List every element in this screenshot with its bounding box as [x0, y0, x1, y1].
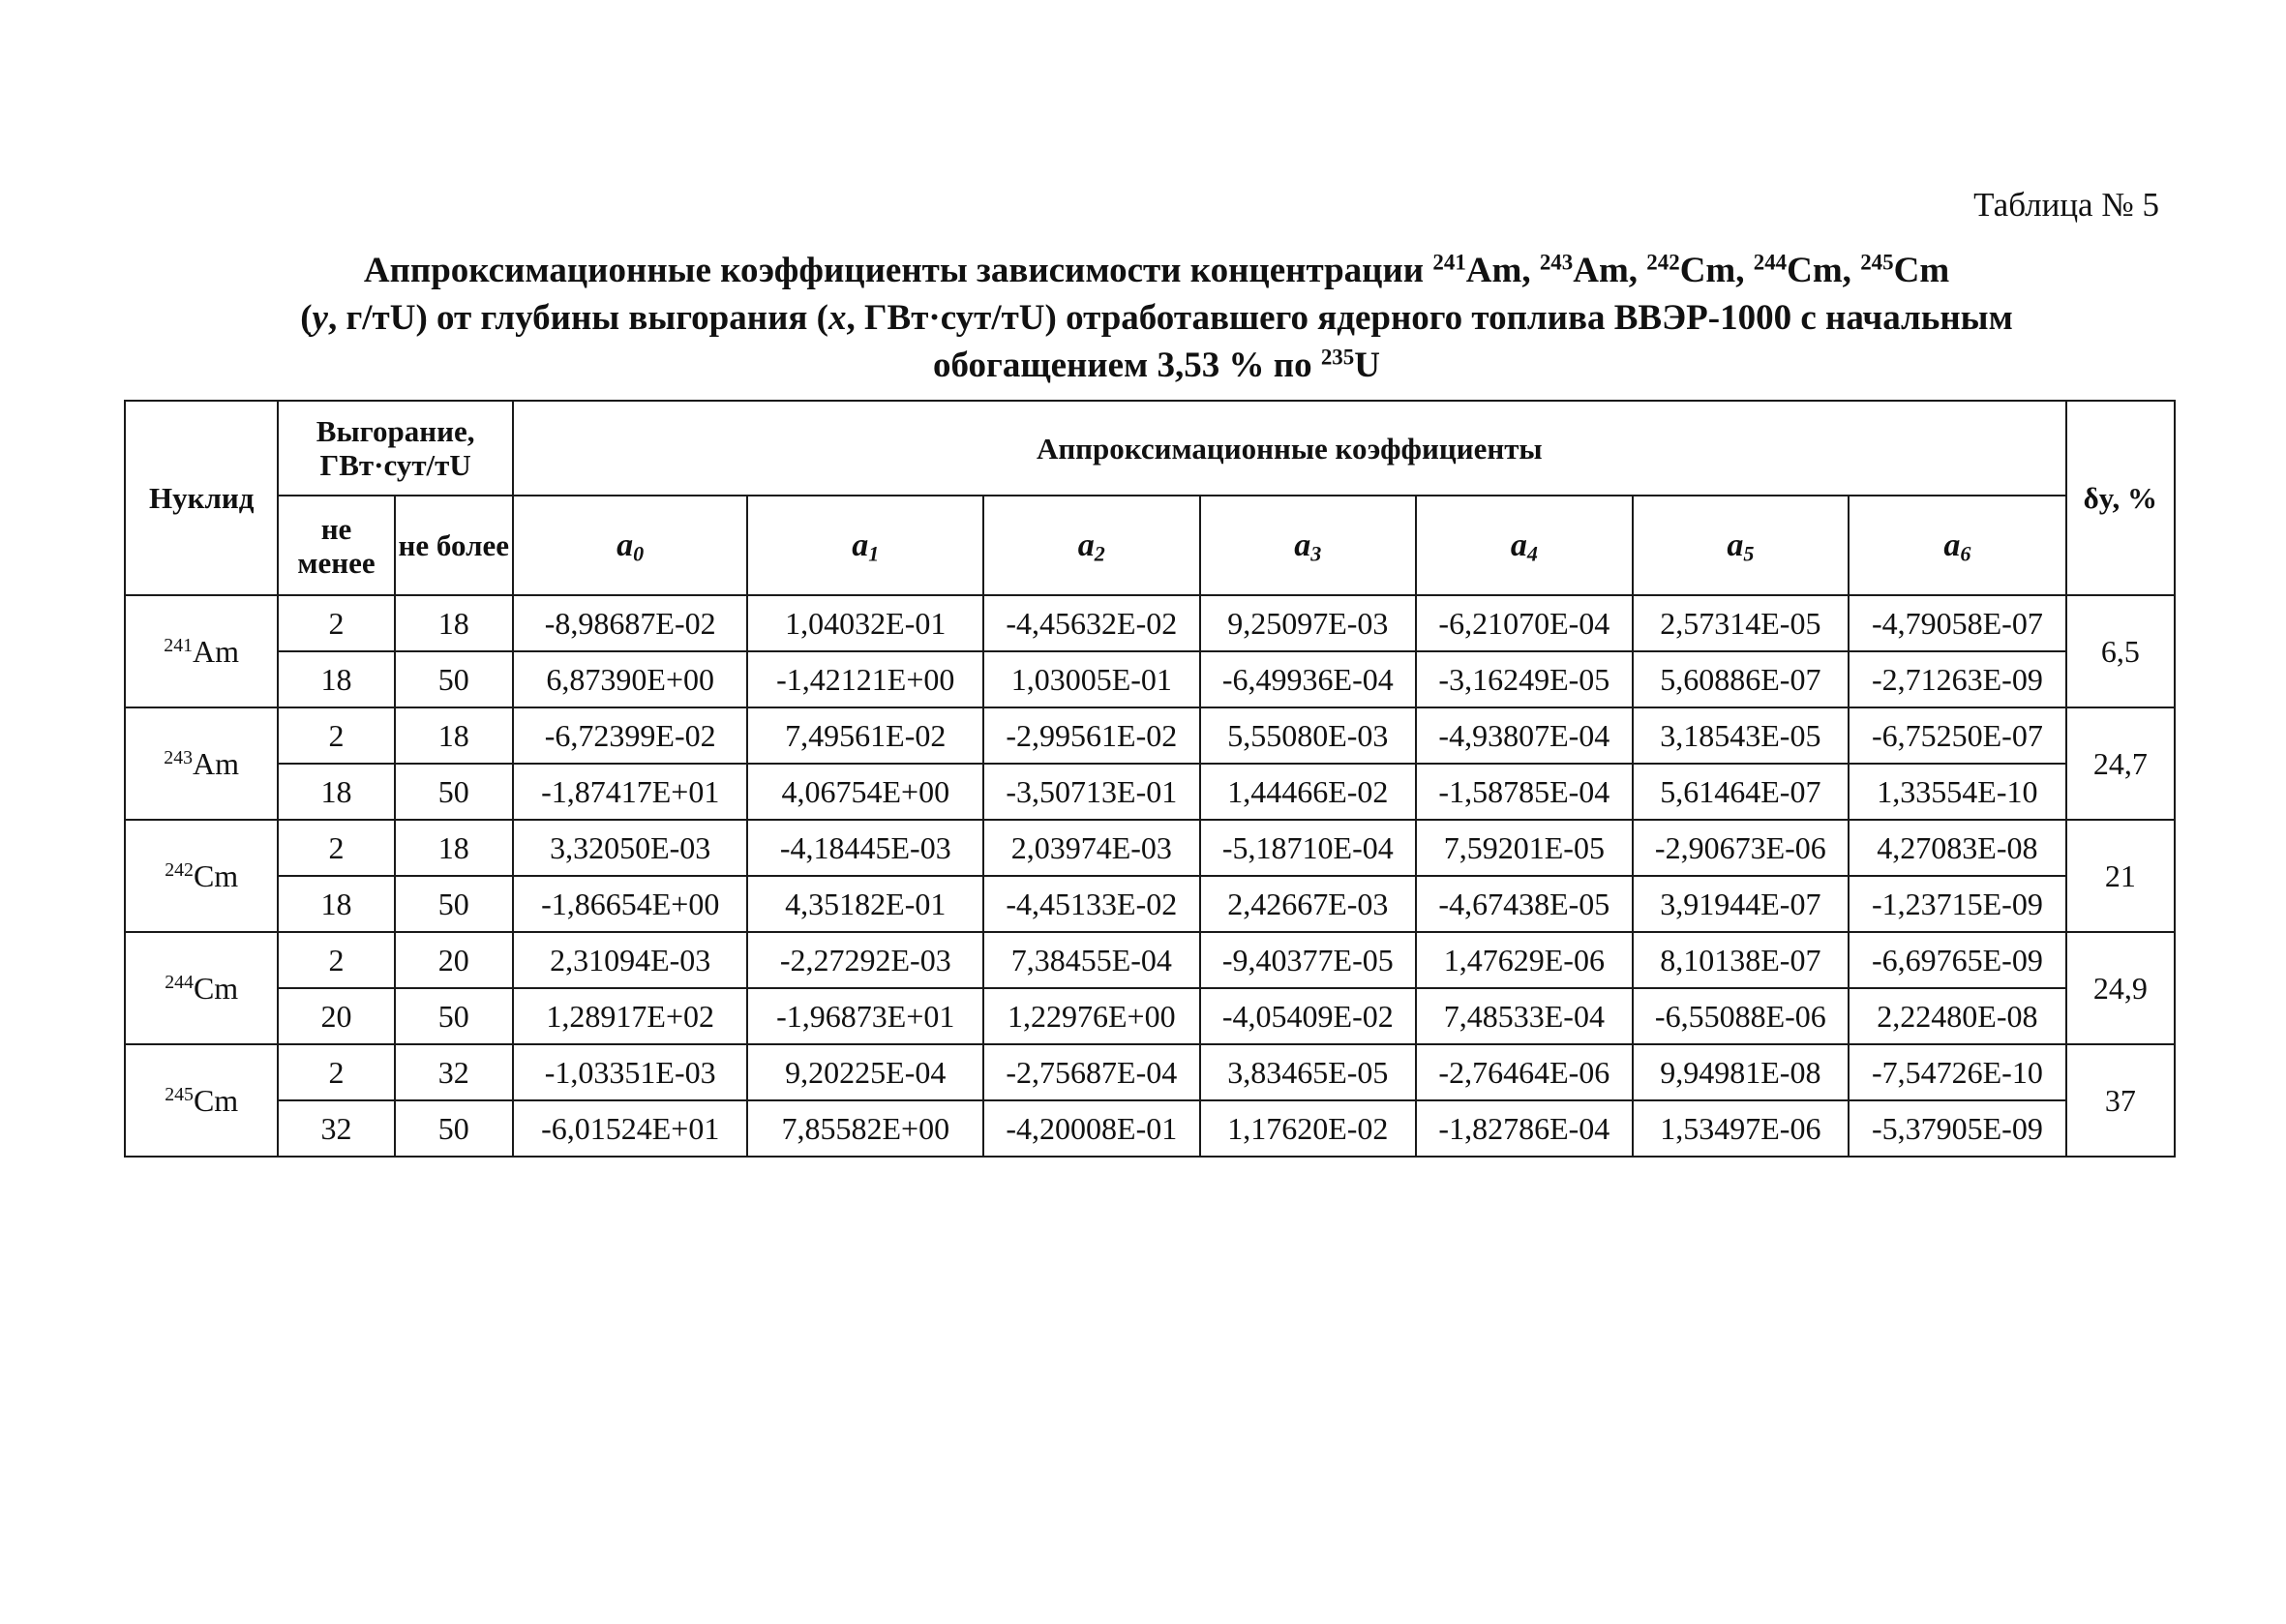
- coef-a4-cell: -1,58785E-04: [1416, 764, 1633, 820]
- table-row: [125, 988, 2175, 1044]
- title-variable: y: [312, 298, 328, 338]
- coef-symbol: $a_4$: [1510, 527, 1538, 566]
- title-isotope-mass: 243: [1539, 250, 1574, 275]
- table-row: [125, 820, 2175, 876]
- title-isotope-mass: 241: [1432, 250, 1466, 275]
- delta-cell: 37: [2066, 1044, 2175, 1157]
- coef-a5-cell: 8,10138E-07: [1633, 932, 1850, 988]
- nuclide-mass: 245: [165, 1083, 194, 1105]
- nuclide-cell: [125, 820, 278, 932]
- coef-a5-cell: -6,55088E-06: [1633, 988, 1850, 1044]
- coef-a3-cell: -6,49936E-04: [1200, 651, 1417, 707]
- burnup-min-cell: 2: [278, 932, 394, 988]
- title-line-3: [174, 342, 2139, 389]
- coef-a0-cell: -1,86654E+00: [513, 876, 748, 932]
- coef-a5-cell: 3,91944E-07: [1633, 876, 1850, 932]
- coef-a0-cell: 1,28917E+02: [513, 988, 748, 1044]
- coef-a3-cell: 3,83465E-05: [1200, 1044, 1417, 1100]
- nuclide-symbol: Am: [193, 745, 240, 781]
- title-variable: x: [827, 298, 847, 338]
- coef-a1-cell: -2,27292E-03: [747, 932, 983, 988]
- header-nuclide: Нуклид: [125, 401, 278, 595]
- delta-cell: 21: [2066, 820, 2175, 932]
- coef-a2-cell: -4,20008E-01: [983, 1100, 1200, 1157]
- burnup-max-cell: 32: [395, 1044, 513, 1100]
- header-row-2: [125, 496, 2175, 595]
- coef-a6-cell: 2,22480E-08: [1849, 988, 2066, 1044]
- nuclide-cell: [125, 1044, 278, 1157]
- header-row-1: [125, 401, 2175, 496]
- coef-a3-cell: 2,42667E-03: [1200, 876, 1417, 932]
- coef-symbol: $a_1$: [852, 527, 880, 566]
- coef-a2-cell: 1,22976E+00: [983, 988, 1200, 1044]
- delta-cell: 24,7: [2066, 707, 2175, 820]
- coef-index: 3: [1310, 541, 1322, 566]
- coef-a1-cell: 7,85582E+00: [747, 1100, 983, 1157]
- coef-a3-cell: -4,05409E-02: [1200, 988, 1417, 1044]
- coef-a4-cell: 1,47629E-06: [1416, 932, 1633, 988]
- header-coefficients: Аппроксимационные коэффициенты: [513, 401, 2066, 496]
- table-row: [125, 1100, 2175, 1157]
- coef-a6-cell: -6,69765E-09: [1849, 932, 2066, 988]
- title-line-1-text: Аппроксимационные коэффициенты зависимости концентрации: [363, 251, 1433, 290]
- burnup-max-cell: 50: [395, 988, 513, 1044]
- header-coef-a3: [1200, 496, 1417, 595]
- coef-a4-cell: -3,16249E-05: [1416, 651, 1633, 707]
- coef-a1-cell: -1,42121E+00: [747, 651, 983, 707]
- header-coef-a4: [1416, 496, 1633, 595]
- nuclide-cell: [125, 707, 278, 820]
- coef-a5-cell: 1,53497E-06: [1633, 1100, 1850, 1157]
- coef-a2-cell: -3,50713E-01: [983, 764, 1200, 820]
- nuclide-symbol: Cm: [193, 970, 239, 1006]
- burnup-min-cell: 32: [278, 1100, 394, 1157]
- nuclide-mass: 243: [164, 746, 194, 768]
- burnup-min-cell: 20: [278, 988, 394, 1044]
- table-title: [174, 247, 2139, 389]
- table-row: [125, 876, 2175, 932]
- title-u-mass: 235: [1320, 345, 1355, 370]
- title-isotope-symbol: Cm: [1893, 251, 1950, 290]
- coef-a5-cell: 5,60886E-07: [1633, 651, 1850, 707]
- coef-symbol: $a_2$: [1077, 527, 1105, 566]
- header-delta: δy, %: [2066, 401, 2175, 595]
- title-isotope-mass: 242: [1646, 250, 1680, 275]
- burnup-max-cell: 18: [395, 707, 513, 764]
- burnup-min-cell: 18: [278, 651, 394, 707]
- header-coef-a5: [1633, 496, 1850, 595]
- coef-a4-cell: -2,76464E-06: [1416, 1044, 1633, 1100]
- coef-a2-cell: 2,03974E-03: [983, 820, 1200, 876]
- coef-a4-cell: 7,48533E-04: [1416, 988, 1633, 1044]
- header-coef-a1: [747, 496, 983, 595]
- coef-a2-cell: -2,75687E-04: [983, 1044, 1200, 1100]
- coef-a5-cell: -2,90673E-06: [1633, 820, 1850, 876]
- coef-a5-cell: 5,61464E-07: [1633, 764, 1850, 820]
- header-burnup-min: не менее: [278, 496, 394, 595]
- coef-a0-cell: 2,31094E-03: [513, 932, 748, 988]
- coef-a2-cell: -4,45133E-02: [983, 876, 1200, 932]
- coef-symbol: $a_5$: [1727, 527, 1755, 566]
- coef-a5-cell: 9,94981E-08: [1633, 1044, 1850, 1100]
- coef-a3-cell: -9,40377E-05: [1200, 932, 1417, 988]
- coef-index: 0: [633, 541, 645, 566]
- coef-a1-cell: 4,06754E+00: [747, 764, 983, 820]
- burnup-max-cell: 18: [395, 595, 513, 651]
- table-body: [125, 595, 2175, 1157]
- header-burnup-max: не более: [395, 496, 513, 595]
- table-row: [125, 651, 2175, 707]
- title-isotope-symbol: Cm,: [1787, 251, 1861, 290]
- burnup-min-cell: 2: [278, 1044, 394, 1100]
- coef-a2-cell: -4,45632E-02: [983, 595, 1200, 651]
- coef-a4-cell: -1,82786E-04: [1416, 1100, 1633, 1157]
- coef-a0-cell: -6,72399E-02: [513, 707, 748, 764]
- coef-a5-cell: 3,18543E-05: [1633, 707, 1850, 764]
- nuclide-cell: [125, 932, 278, 1044]
- coefficients-table: [124, 400, 2176, 1158]
- coef-a3-cell: -5,18710E-04: [1200, 820, 1417, 876]
- title-u-symbol: U: [1354, 346, 1380, 385]
- nuclide-mass: 241: [164, 634, 194, 656]
- coef-a1-cell: 4,35182E-01: [747, 876, 983, 932]
- coef-a6-cell: -7,54726E-10: [1849, 1044, 2066, 1100]
- coef-a2-cell: -2,99561E-02: [983, 707, 1200, 764]
- burnup-max-cell: 50: [395, 651, 513, 707]
- nuclide-cell: [125, 595, 278, 707]
- coef-index: 5: [1743, 541, 1755, 566]
- coef-a1-cell: 9,20225E-04: [747, 1044, 983, 1100]
- coef-a6-cell: 1,33554E-10: [1849, 764, 2066, 820]
- burnup-min-cell: 2: [278, 820, 394, 876]
- nuclide-symbol: Cm: [193, 1082, 239, 1118]
- coef-a1-cell: -4,18445E-03: [747, 820, 983, 876]
- coef-a4-cell: -4,67438E-05: [1416, 876, 1633, 932]
- nuclide-mass: 242: [165, 858, 194, 881]
- coef-a0-cell: -1,03351E-03: [513, 1044, 748, 1100]
- title-isotope-symbol: Am,: [1465, 251, 1540, 290]
- burnup-min-cell: 18: [278, 876, 394, 932]
- coef-index: 4: [1526, 541, 1538, 566]
- coef-a2-cell: 7,38455E-04: [983, 932, 1200, 988]
- coef-index: 6: [1960, 541, 1971, 566]
- table-header: [125, 401, 2175, 595]
- coef-symbol: $a_0$: [617, 527, 645, 566]
- coef-a3-cell: 5,55080E-03: [1200, 707, 1417, 764]
- coef-a6-cell: -6,75250E-07: [1849, 707, 2066, 764]
- header-coef-a2: [983, 496, 1200, 595]
- coef-symbol: $a_3$: [1294, 527, 1322, 566]
- title-isotope-symbol: Cm,: [1679, 251, 1754, 290]
- coef-a6-cell: 4,27083E-08: [1849, 820, 2066, 876]
- nuclide-symbol: Cm: [193, 857, 239, 893]
- coef-index: 1: [868, 541, 880, 566]
- coef-a2-cell: 1,03005E-01: [983, 651, 1200, 707]
- burnup-max-cell: 50: [395, 764, 513, 820]
- delta-cell: 24,9: [2066, 932, 2175, 1044]
- coef-a4-cell: -6,21070E-04: [1416, 595, 1633, 651]
- table-number-label: Таблица № 5: [1973, 186, 2159, 224]
- coef-a5-cell: 2,57314E-05: [1633, 595, 1850, 651]
- nuclide-mass: 244: [165, 971, 194, 993]
- table-row: [125, 1044, 2175, 1100]
- coef-a3-cell: 9,25097E-03: [1200, 595, 1417, 651]
- coef-a6-cell: -2,71263E-09: [1849, 651, 2066, 707]
- burnup-min-cell: 2: [278, 707, 394, 764]
- burnup-max-cell: 18: [395, 820, 513, 876]
- title-isotope-mass: 244: [1753, 250, 1788, 275]
- coef-a1-cell: -1,96873E+01: [747, 988, 983, 1044]
- title-line-2: (y, г/тU) от глубины выгорания (x, ГВт·сут/тU) отработавшего ядерного топлива ВВЭР-1000 с начальным: [300, 298, 2013, 338]
- title-isotope-symbol: Am,: [1573, 251, 1647, 290]
- header-coef-a6: [1849, 496, 2066, 595]
- table-row: [125, 707, 2175, 764]
- header-burnup: Выгорание, ГВт·сут/тU: [278, 401, 513, 496]
- delta-cell: 6,5: [2066, 595, 2175, 707]
- coef-a0-cell: -6,01524E+01: [513, 1100, 748, 1157]
- burnup-max-cell: 20: [395, 932, 513, 988]
- coef-a4-cell: -4,93807E-04: [1416, 707, 1633, 764]
- coef-a0-cell: -1,87417E+01: [513, 764, 748, 820]
- coef-index: 2: [1094, 541, 1105, 566]
- coef-symbol: $a_6$: [1943, 527, 1971, 566]
- table-row: [125, 932, 2175, 988]
- title-isotope-mass: 245: [1860, 250, 1894, 275]
- title-line-1: [174, 247, 2139, 294]
- coef-a6-cell: -5,37905E-09: [1849, 1100, 2066, 1157]
- title-isotope-list: [1432, 251, 1949, 290]
- coef-a3-cell: 1,44466E-02: [1200, 764, 1417, 820]
- nuclide-symbol: Am: [193, 633, 240, 669]
- table-row: [125, 595, 2175, 651]
- coef-a3-cell: 1,17620E-02: [1200, 1100, 1417, 1157]
- burnup-min-cell: 18: [278, 764, 394, 820]
- burnup-max-cell: 50: [395, 876, 513, 932]
- coef-a1-cell: 7,49561E-02: [747, 707, 983, 764]
- burnup-max-cell: 50: [395, 1100, 513, 1157]
- coef-a0-cell: 6,87390E+00: [513, 651, 748, 707]
- burnup-min-cell: 2: [278, 595, 394, 651]
- coef-a0-cell: -8,98687E-02: [513, 595, 748, 651]
- coef-a0-cell: 3,32050E-03: [513, 820, 748, 876]
- coef-a1-cell: 1,04032E-01: [747, 595, 983, 651]
- coef-a6-cell: -4,79058E-07: [1849, 595, 2066, 651]
- title-line-3-text: обогащением 3,53 % по: [933, 346, 1321, 385]
- coef-a6-cell: -1,23715E-09: [1849, 876, 2066, 932]
- coef-a4-cell: 7,59201E-05: [1416, 820, 1633, 876]
- table-row: [125, 764, 2175, 820]
- header-coef-a0: [513, 496, 748, 595]
